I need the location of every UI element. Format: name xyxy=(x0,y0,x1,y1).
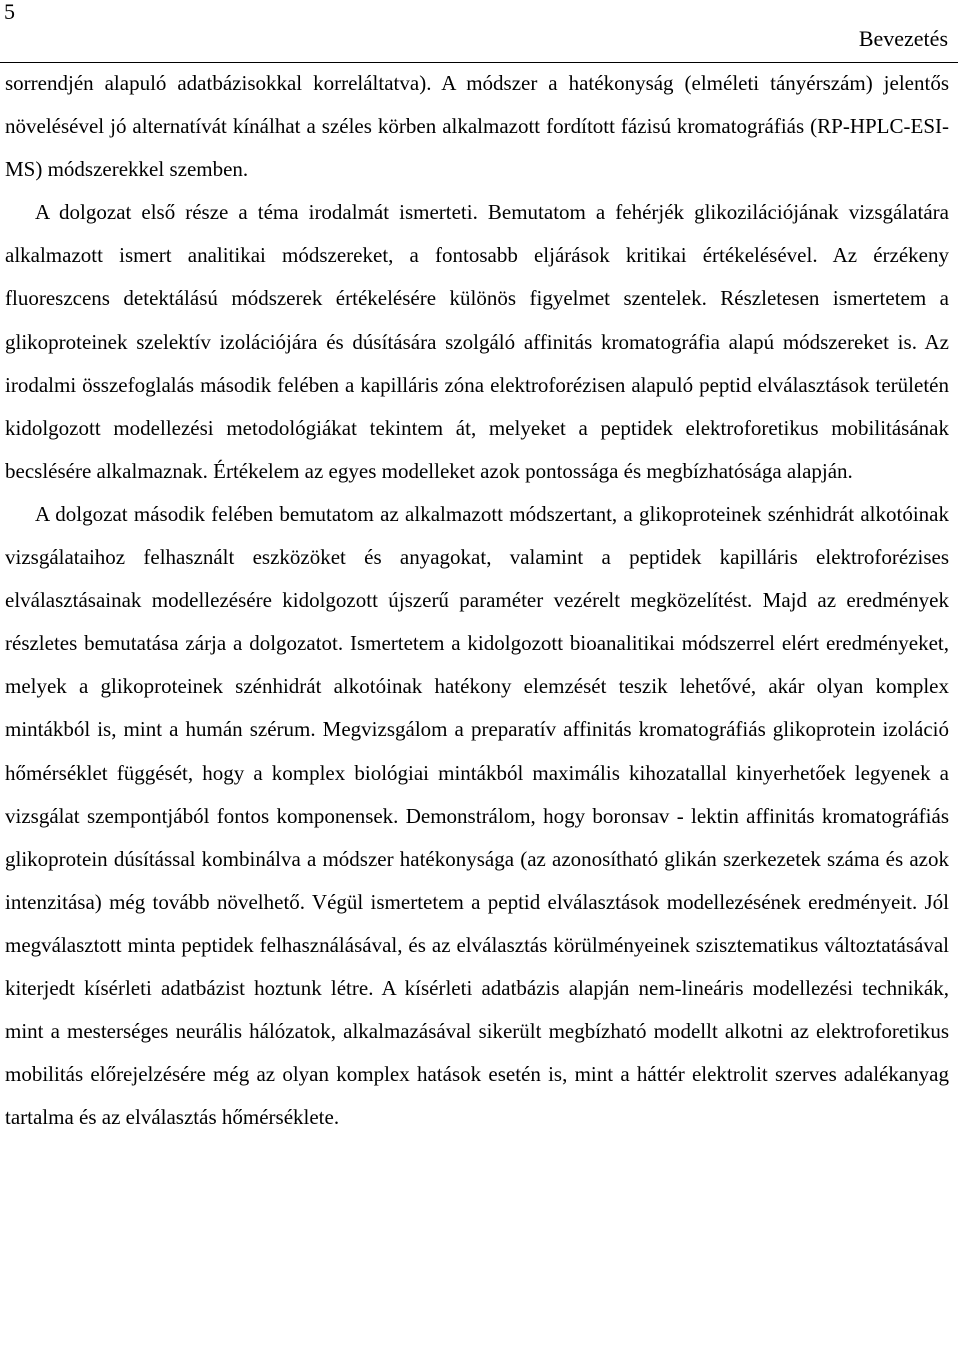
page-number: 5 xyxy=(4,0,15,24)
running-header: Bevezetés xyxy=(858,26,948,51)
paragraph-literature-overview: A dolgozat első része a téma irodalmát ismerteti. Bemutatom a fehérjék glikozilációjának vizsgálatára alkalmazott ismert analitikai módszereket, a fontosabb eljárások kritikai értékelésével. Az érzékeny fluoreszcens detektálású módszerek értékelésére különös figyelmet szentelek. Részletesen ismertetem a glikoproteinek szelektív izolációjára és dúsítására szolgáló affinitás kromatográfia alapú módszereket is. Az irodalmi összefoglalás második felében a kapilláris zóna elektroforézisen alapuló peptid elválasztások területén kidolgozott modellezési metodológiákat tekintem át, melyeket a peptidek elektroforetikus mobilitásának becslésére alkalmaznak. Értékelem az egyes modelleket azok pontossága és megbízhatósága alapján. xyxy=(5,200,949,483)
paragraph-second-half: A dolgozat második felében bemutatom az alkalmazott módszertant, a glikoproteinek szénhidrát alkotóinak vizsgálataihoz felhasznált eszközöket és anyagokat, valamint a peptidek kapilláris elektroforézises elválasztásainak modellezésére kidolgozott újszerű paraméter vezérelt megközelítést. Majd az eredmények részletes bemutatása zárja a dolgozatot. Ismertetem a kidolgozott bioanalitikai módszerrel elért eredményeket, melyek a glikoproteinek szénhidrát alkotóinak hatékony elemzését teszik lehetővé, akár olyan komplex mintákból is, mint a humán szérum. Megvizsgálom a preparatív affinitás kromatográfiás glikoprotein izoláció hőmérséklet függését, hogy a komplex biológiai mintákból maximális kihozatallal kinyerhetőek legyenek a vizsgálat szempontjából fontos komponensek. Demonstrálom, hogy boronsav - lektin affinitás kromatográfiás glikoprotein dúsítással kombinálva a módszer hatékonysága (az azonosítható glikán szerkezetek száma és azok intenzitása) még tovább növelhető. Végül ismertetem a peptid elválasztások modellezésének eredményeit. Jól megválasztott minta peptidek felhasználásával, és az elválasztás körülményeinek szisztematikus változtatásával kiterjedt kísérleti adatbázist hoztunk létre. A kísérleti adatbázis alapján nem-lineáris modellezési technikák, mint a mesterséges neurális hálózatok, alkalmazásával sikerült megbízható modellt alkotni az elektroforetikus mobilitás előrejelzésére még az olyan komplex hatások esetén is, mint a háttér elektrolit szerves adalékanyag tartalma és az elválasztás hőmérséklete. xyxy=(5,501,949,1130)
paragraph-continued: sorrendjén alapuló adatbázisokkal korreláltatva). A módszer a hatékonyság (elméleti tányérszám) jelentős növelésével jó alternatívát kínálhat a széles körben alkalmazott fordított fázisú kromatográfiás (RP-HPLC-ESI-MS) módszerekkel szemben. xyxy=(5,71,949,182)
body-text xyxy=(5,62,949,1139)
